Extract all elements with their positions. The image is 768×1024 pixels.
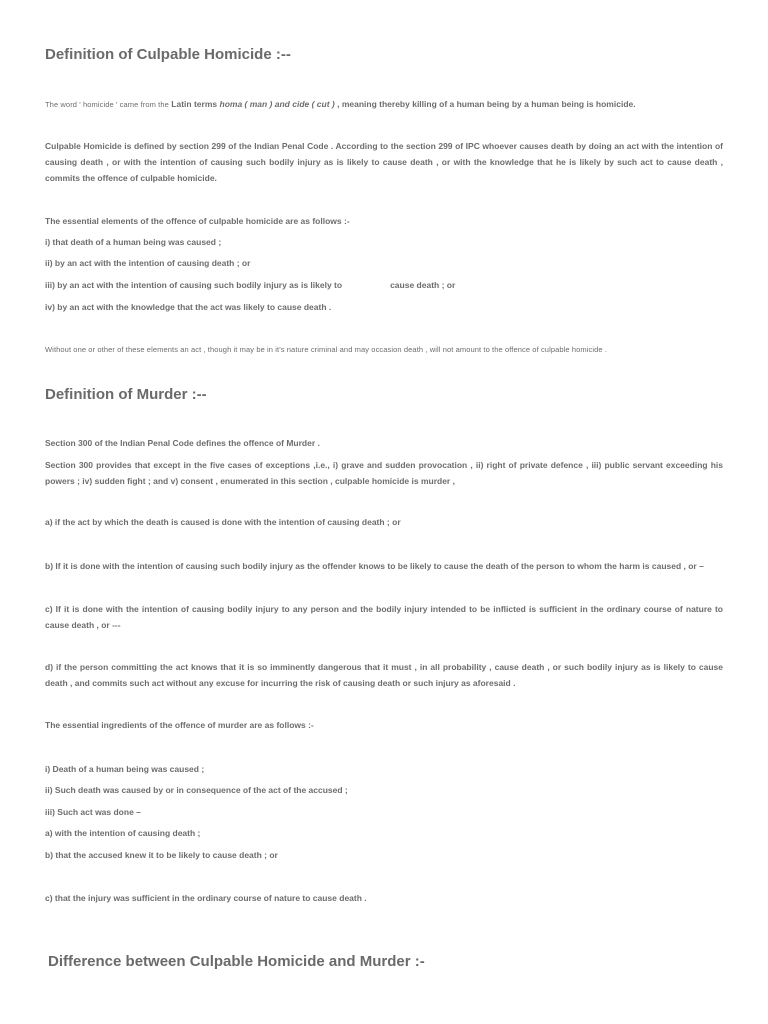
element-item: iv) by an act with the knowledge that the act was likely to cause death . — [45, 302, 332, 312]
element-item: i) that death of a human being was caused ; — [45, 237, 222, 247]
clause-a: a) if the act by which the death is caused is done with the intention of causing death ; or — [45, 517, 401, 527]
ingredient-item: a) with the intention of causing death ; — [45, 828, 201, 838]
ingredient-item: iii) Such act was done – — [45, 807, 141, 817]
ingredients-intro: The essential ingredients of the offence of murder are as follows :- — [45, 720, 314, 730]
without-elements-note: Without one or other of these elements an act , though it may be in it's nature criminal and may occasion death , will not amount to the offence of culpable homicide . — [45, 345, 608, 354]
ingredient-c: c) that the injury was sufficient in the ordinary course of nature to cause death . — [45, 893, 367, 903]
culpable-homicide-heading: Definition of Culpable Homicide :-- — [45, 46, 291, 63]
elements-intro: The essential elements of the offence of culpable homicide are as follows :- — [45, 216, 350, 226]
section-300-intro: Section 300 of the Indian Penal Code defines the offence of Murder . — [45, 438, 320, 448]
culpable-definition-paragraph: Culpable Homicide is defined by section 299 of the Indian Penal Code . According to the section 299 of IPC whoever causes death by doing an act with the intention of causing death , or with the intention of causing such bodily injury as is likely to cause death , or with the knowledge that he is likely by such act to cause death , commits the offence of culpable homicide. — [45, 141, 723, 183]
element-item: ii) by an act with the intention of causing death ; or — [45, 258, 251, 268]
origin-terms: homa ( man ) and cide ( cut ) — [219, 99, 335, 109]
element-iii-tail: cause death ; or — [390, 280, 456, 290]
ingredient-item: ii) Such death was caused by or in consequence of the act of the accused ; — [45, 785, 348, 795]
origin-prefix: The word ' homicide ' came from the — [45, 100, 169, 109]
origin-suffix: , meaning thereby killing of a human being by a human being is homicide. — [337, 99, 636, 109]
ingredient-item: b) that the accused knew it to be likely to cause death ; or — [45, 850, 278, 860]
clause-d: d) if the person committing the act knows that it is so imminently dangerous that it must , in all probability , cause death , or such bodily injury as is likely to cause death , and commits such act without any excuse for incurring the risk of causing death or such injury as aforesaid . — [45, 662, 723, 688]
homicide-origin-paragraph — [45, 96, 723, 113]
clause-b: b) If it is done with the intention of causing such bodily injury as the offender knows to be likely to cause the death of the person to whom the harm is caused , or – — [45, 561, 704, 571]
element-item — [45, 277, 723, 293]
difference-heading: Difference between Culpable Homicide and Murder :- — [48, 953, 425, 970]
origin-latin: Latin terms — [171, 99, 218, 109]
murder-heading: Definition of Murder :-- — [45, 386, 207, 403]
ingredient-item: i) Death of a human being was caused ; — [45, 764, 205, 774]
exceptions-paragraph: Section 300 provides that except in the five cases of exceptions ,i.e., i) grave and sudden provocation , ii) right of private defence , iii) public servant exceeding his powers ; iv) sudden fight ; and v) consent , enumerated in this section , culpable homicide is murder , — [45, 460, 723, 486]
element-iii-text: iii) by an act with the intention of causing such bodily injury as is likely to — [45, 280, 343, 290]
clause-c: c) If it is done with the intention of causing bodily injury to any person and the bodily injury intended to be inflicted is sufficient in the ordinary course of nature to cause death , or --- — [45, 604, 723, 630]
